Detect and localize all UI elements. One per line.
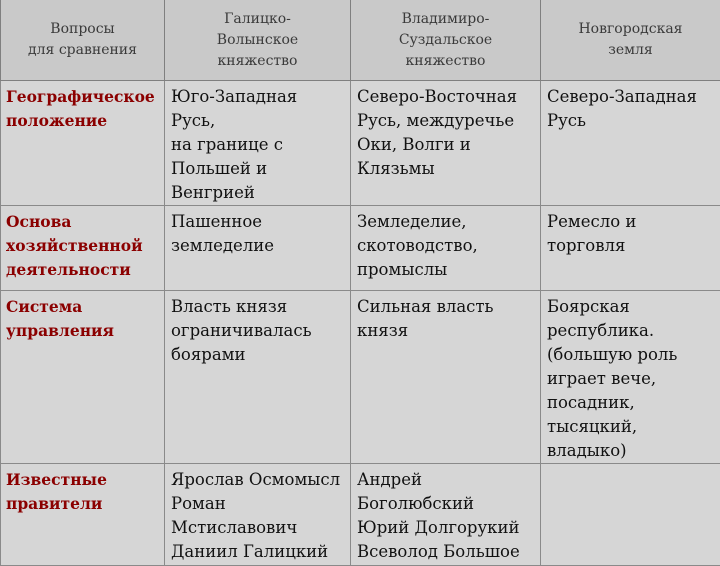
header-cell-novgorod: Новгородская земля bbox=[541, 0, 720, 81]
table-row bbox=[1, 291, 720, 464]
header-cell-vladimir-suzdal: Владимиро- Суздальское княжество bbox=[351, 0, 541, 81]
table-cell: Боярская республика. (большую роль играет вече, посадник, тысяцкий, владыко) bbox=[541, 291, 720, 464]
table-cell: Юго-Западная Русь, на границе с Польшей и Венгрией bbox=[165, 81, 351, 206]
table-cell: Ярослав Осмомысл Роман Мстиславович Даниил Галицкий bbox=[165, 464, 351, 566]
table-row bbox=[1, 81, 720, 206]
table-cell: Пашенное земледелие bbox=[165, 206, 351, 291]
table-cell: Андрей Боголюбский Юрий Долгорукий Всеволод Большое bbox=[351, 464, 541, 566]
table-cell bbox=[541, 464, 720, 566]
header-row bbox=[1, 0, 720, 81]
table-cell: Северо-Западная Русь bbox=[541, 81, 720, 206]
table-cell: Земледелие, скотоводство, промыслы bbox=[351, 206, 541, 291]
header-cell-questions: Вопросы для сравнения bbox=[1, 0, 165, 81]
header-cell-galicia-volhynia: Галицко- Волынское княжество bbox=[165, 0, 351, 81]
row-label: Система управления bbox=[1, 291, 165, 464]
row-label: Географическое положение bbox=[1, 81, 165, 206]
row-label: Известные правители bbox=[1, 464, 165, 566]
table-row bbox=[1, 206, 720, 291]
table-cell: Северо-Восточная Русь, междуречье Оки, Волги и Клязьмы bbox=[351, 81, 541, 206]
table-cell: Ремесло и торговля bbox=[541, 206, 720, 291]
table-cell: Власть князя ограничивалась боярами bbox=[165, 291, 351, 464]
row-label: Основа хозяйственной деятельности bbox=[1, 206, 165, 291]
table-row bbox=[1, 464, 720, 566]
table-cell: Сильная власть князя bbox=[351, 291, 541, 464]
